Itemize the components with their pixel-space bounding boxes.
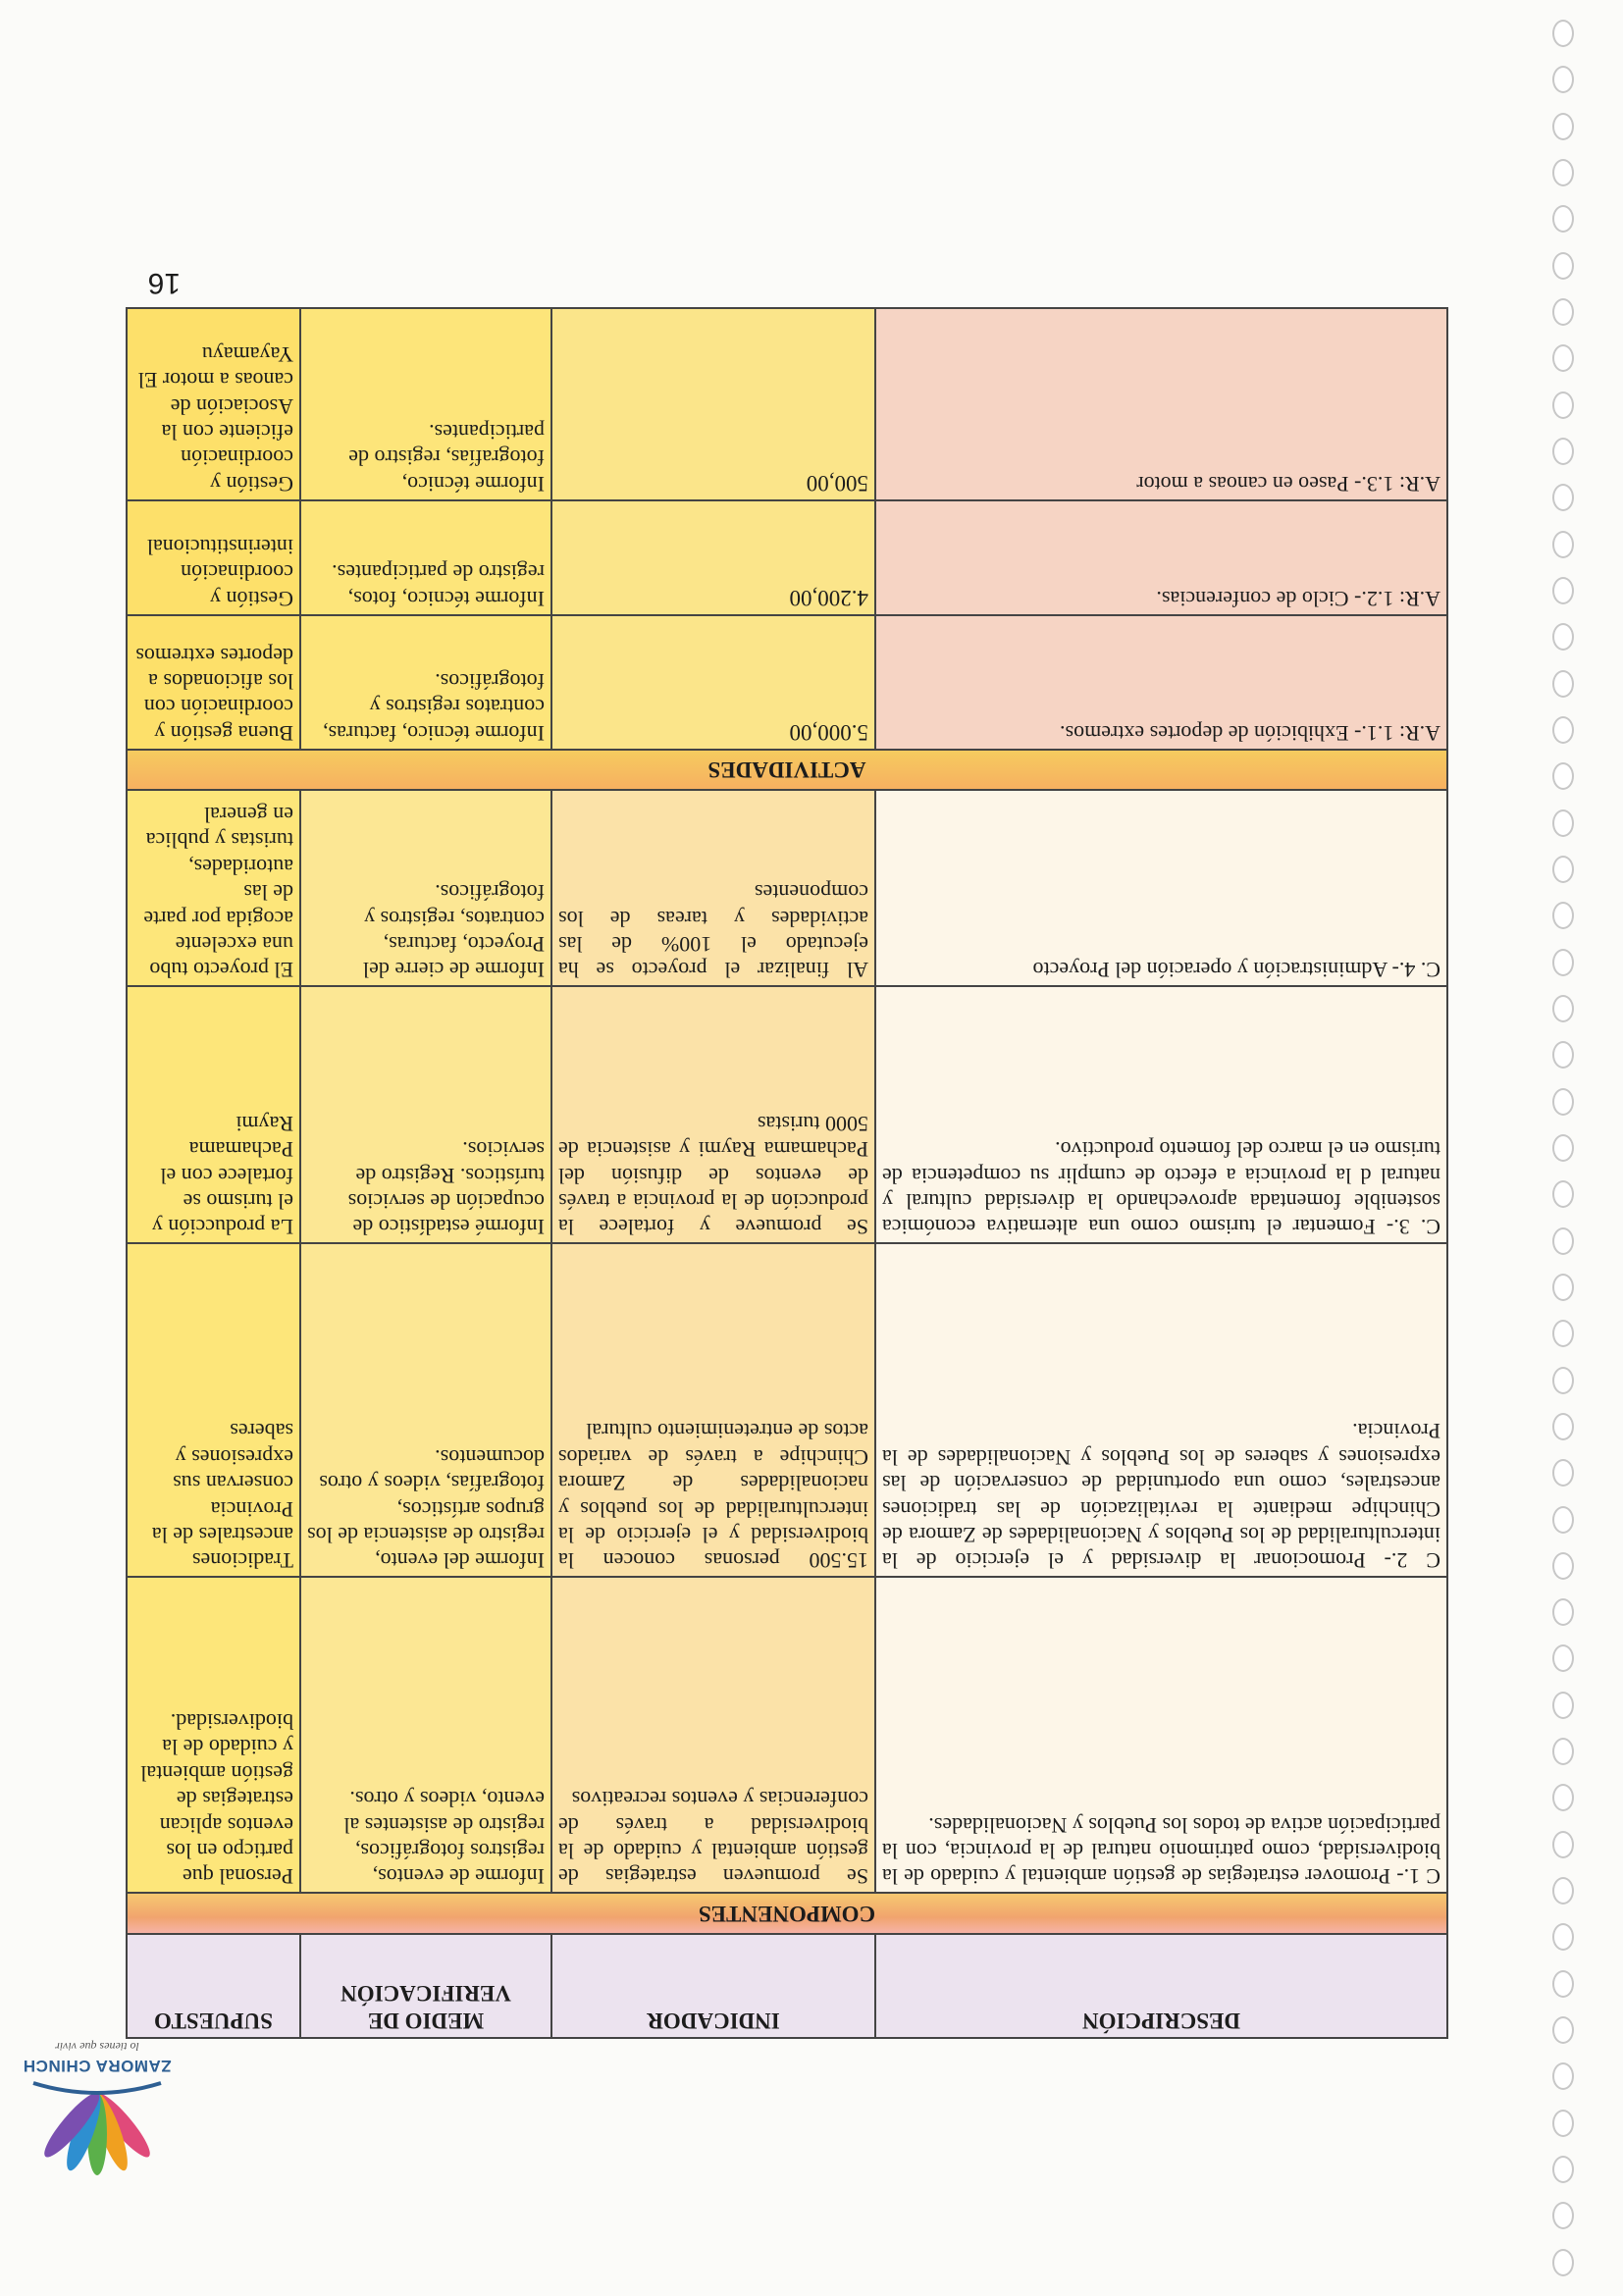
component-description: C 2.- Promocionar la diversidad y el ejercicio de la interculturalidad de los Pueblos y Nacionalidades de Zamora de Chinchipe mediante la revitalización de las tradiciones ancestrales, como una oportunidad de conservación de las expresiones y saberes de los Pueblos y Nacionalidades de la Provincia. bbox=[875, 1243, 1447, 1577]
component-assumption: El proyecto tubo una excelente acogida por parte de las autoridades, turistas y publica en general bbox=[127, 790, 300, 986]
table-row bbox=[127, 615, 1447, 750]
component-verification: Informé estadístico de ocupación de servicios turísticos. Registro de servicios. bbox=[300, 986, 551, 1243]
logical-framework-table bbox=[126, 307, 1448, 2039]
activity-assumption: Gestión y coordinación eficiente con la Asociación de canoas a motor El Yayamayu bbox=[127, 308, 300, 500]
activity-verification: Informe técnico, fotos, registro de participantes. bbox=[300, 500, 551, 615]
component-indicator: Se promueven estrategias de gestión ambiental y cuidado de la biodiversidad a través de conferencias y eventos recreativos bbox=[551, 1577, 875, 1893]
section-row-componentes bbox=[127, 1893, 1447, 1934]
component-assumption: Tradiciones ancestrales de la Provincia conservan sus expresiones y saberes bbox=[127, 1243, 300, 1577]
component-verification: Informe del evento, registro de asistencia de los grupos artísticos, fotografías, videos y otros documentos. bbox=[300, 1243, 551, 1577]
logo-name: ZAMORA CHINCH bbox=[23, 2057, 172, 2075]
activity-assumption: Gestión y coordinación interinstitucional bbox=[127, 500, 300, 615]
component-indicator: 15.500 personas conocen la biodiversidad y el ejercicio de la interculturalidad de los pueblos y nacionalidades de Zamora Chinchipe a través de variados actos de entretenimiento cultural bbox=[551, 1243, 875, 1577]
header-descripcion: DESCRIPCIÓN bbox=[875, 1934, 1447, 2038]
flower-logo-icon bbox=[14, 2075, 181, 2193]
activity-budget: 500,00 bbox=[551, 308, 875, 500]
header-supuesto: SUPUESTO bbox=[127, 1934, 300, 2038]
page-number: 16 bbox=[147, 267, 181, 299]
component-verification: Informe de cierre del Proyecto, facturas, contratos, registros y fotográficos. bbox=[300, 790, 551, 986]
table-row bbox=[127, 1243, 1447, 1577]
activity-assumption: Buena gestión y coordinación con los aficionados a deportes extremos bbox=[127, 615, 300, 750]
component-verification: Informe de eventos, registros fotográficos, registro de asistentes al evento, videos y otros. bbox=[300, 1577, 551, 1893]
activity-description: A.R: 1.3.- Paseo en canoas a motor bbox=[875, 308, 1447, 500]
section-title-componentes: COMPONENTES bbox=[127, 1893, 1447, 1934]
table-header-row bbox=[127, 1934, 1447, 2038]
table-row bbox=[127, 790, 1447, 986]
activity-verification: Informe técnico, facturas, contratos registros y fotográficos. bbox=[300, 615, 551, 750]
component-indicator: Al finalizar el proyecto se ha ejecutado el 100% de las actividades y tareas de los componentes bbox=[551, 790, 875, 986]
section-title-actividades: ACTIVIDADES bbox=[127, 750, 1447, 791]
logo-tagline: lo tienes que vivir bbox=[55, 2040, 139, 2054]
component-description: C 1.- Promover estrategias de gestión ambiental y cuidado de la biodiversidad, como patrimonio natural de la provincia, con la participación activa de todos los Pueblos y Nacionalidades. bbox=[875, 1577, 1447, 1893]
component-assumption: Personal que particpo en los eventos aplican estrategias de gestión ambiental y cuidado de la biodiversidad. bbox=[127, 1577, 300, 1893]
component-indicator: Se promueve y fortalece la producción de la provincia a través de eventos de difusión del Pachamama Raymi y asistencia de 5000 turistas bbox=[551, 986, 875, 1243]
activity-verification: Informe técnico, fotografías, registro de participantes. bbox=[300, 308, 551, 500]
activity-budget: 5.000,00 bbox=[551, 615, 875, 750]
header-indicador: INDICADOR bbox=[551, 1934, 875, 2038]
table-row bbox=[127, 1577, 1447, 1893]
header-medio-verificacion: MEDIO DE VERIFICACIÓN bbox=[300, 1934, 551, 2038]
table-row bbox=[127, 500, 1447, 615]
component-assumption: La producción y el turismo se fortalece con el Pachamama Raymi bbox=[127, 986, 300, 1243]
activity-description: A.R: 1.1.- Exhibición de deportes extremos. bbox=[875, 615, 1447, 750]
table-row bbox=[127, 986, 1447, 1243]
activity-budget: 4.200,00 bbox=[551, 500, 875, 615]
section-row-actividades bbox=[127, 750, 1447, 791]
activity-description: A.R: 1.2.- Ciclo de conferencias. bbox=[875, 500, 1447, 615]
component-description: C. 4.- Administración y operación del Proyecto bbox=[875, 790, 1447, 986]
table-row bbox=[127, 308, 1447, 500]
component-description: C. 3.- Fomentar el turismo como una alternativa económica sostenible fomentada aprovechando la diversidad cultural y natural d la provincia a efecto de cumplir su competencia de turismo en el marco del fomento productivo. bbox=[875, 986, 1447, 1243]
